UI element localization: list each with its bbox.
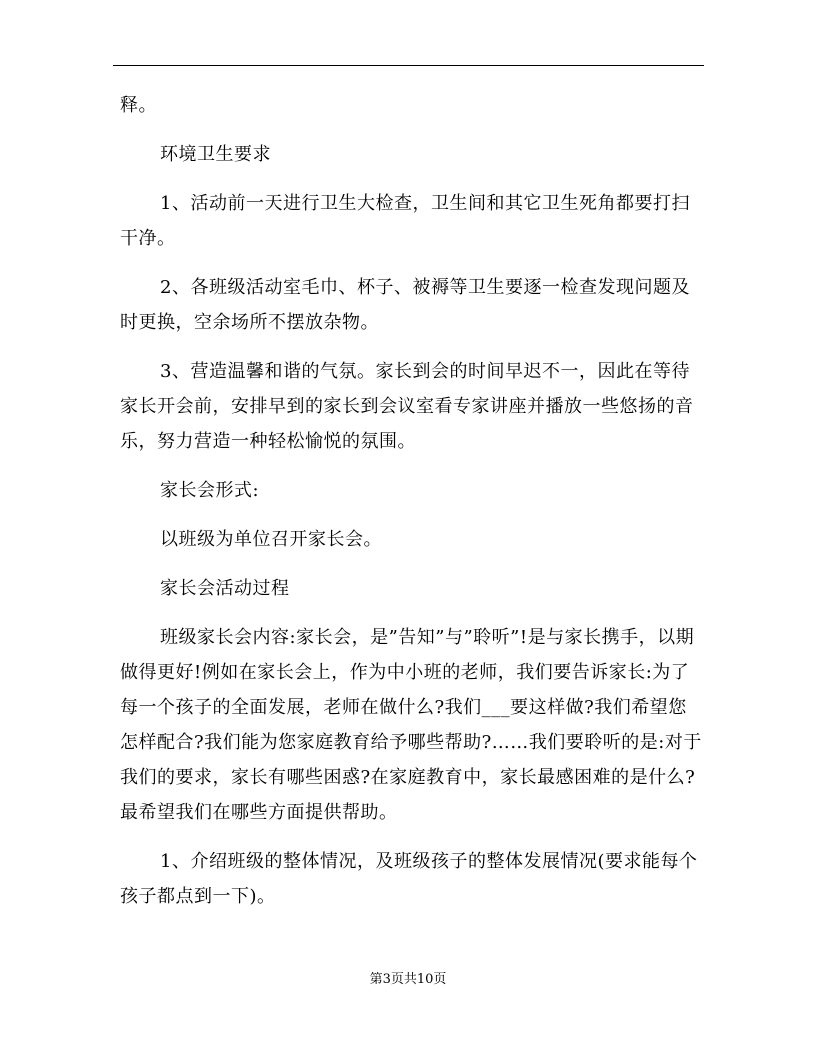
header-rule bbox=[113, 65, 704, 66]
paragraph: 1、介绍班级的整体情况，及班级孩子的整体发展情况(要求能每个孩子都点到一下)。 bbox=[120, 851, 698, 907]
paragraph: 3、营造温馨和谐的气氛。家长到会的时间早迟不一，因此在等待家长开会前，安排早到的家长到会议室看专家讲座并播放一些悠扬的音乐，努力营造一种轻松愉悦的氛围。 bbox=[120, 361, 694, 452]
paragraph: 班级家长会内容:家长会，是”告知”与”聆听”!是与家长携手，以期做得更好!例如在家长会上，作为中小班的老师，我们要告诉家长:为了每一个孩子的全面发展，老师在做什么?我们___要这样做?我们希望您怎样配合?我们能为您家庭教育给予哪些帮助?……我们要聆听的是:对于我们的要求，家长有哪些困惑?在家庭教育中，家长最感困难的是什么?最希望我们在哪些方面提供帮助。 bbox=[120, 627, 702, 823]
section-heading-format: 家长会形式: bbox=[160, 480, 260, 501]
paragraph: 2、各班级活动室毛巾、杯子、被褥等卫生要逐一检查发现问题及时更换，空余场所不摆放杂物。 bbox=[120, 277, 690, 333]
section-heading-process: 家长会活动过程 bbox=[160, 578, 290, 599]
page-number: 第3页共10页 bbox=[369, 972, 447, 987]
document-body bbox=[120, 88, 704, 914]
paragraph: 以班级为单位召开家长会。 bbox=[160, 529, 382, 550]
paragraph: 释。 bbox=[120, 95, 157, 116]
paragraph: 1、活动前一天进行卫生大检查，卫生间和其它卫生死角都要打扫干净。 bbox=[120, 193, 690, 249]
section-heading-environment: 环境卫生要求 bbox=[160, 144, 271, 165]
